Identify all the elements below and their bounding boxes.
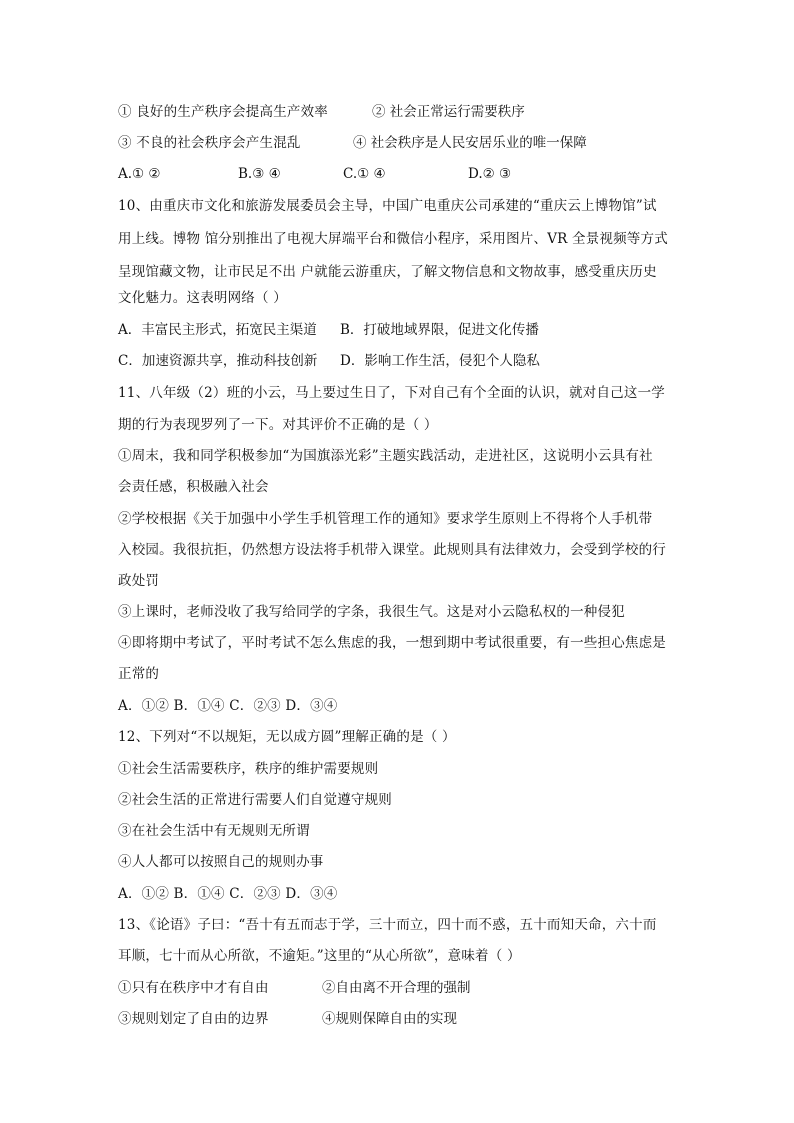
q11-answers: A．①② B．①④ C．②③ D．③④ <box>118 698 338 714</box>
q10-option-b: B．打破地域界限，促进文化传播 <box>340 322 539 338</box>
q9-statement-4: ④ 社会秩序是人民安居乐业的唯一保障 <box>353 135 587 151</box>
q9-option-c: C.① ④ <box>343 166 386 182</box>
q11-item-line-8: 正常的 <box>118 666 160 682</box>
q13-item-2: ②自由离不开合理的强制 <box>322 980 471 996</box>
q11-item-line-6: ③上课时，老师没收了我写给同学的字条，我很生气。这是对小云隐私权的一种侵犯 <box>118 604 625 620</box>
q9-option-a: A.① ② <box>118 166 161 182</box>
q13-item-3: ③规则划定了自由的边界 <box>118 1011 269 1027</box>
q13-stem-line-1: 13、《论语》子曰：“吾十有五而志于学，三十而立，四十而不惑，五十而知天命，六十而 <box>118 917 657 933</box>
q9-statement-2: ② 社会正常运行需要秩序 <box>372 104 525 120</box>
q12-item-2: ②社会生活的正常进行需要人们自觉遵守规则 <box>118 792 392 808</box>
q12-item-3: ③在社会生活中有无规则无所谓 <box>118 823 310 839</box>
q13-stem-line-2: 耳顺，七十而从心所欲，不逾矩。”这里的“从心所欲”，意味着（ ） <box>118 948 521 964</box>
q10-answer-row-1 <box>118 321 718 339</box>
q10-stem-line-2: 用上线。博物 馆分别推出了电视大屏端平台和微信小程序，采用图片、VR 全景视频等方式 <box>118 231 668 247</box>
q13-item-1: ①只有在秩序中才有自由 <box>118 980 269 996</box>
q12-item-1: ①社会生活需要秩序，秩序的维护需要规则 <box>118 761 379 777</box>
q9-option-d: D.② ③ <box>468 166 512 182</box>
q11-stem-line-1: 11、八年级（2）班的小云，马上要过生日了，下对自己有个全面的认识，就对自己这一学 <box>118 385 665 401</box>
q11-item-line-2: 会责任感，积极融入社会 <box>118 479 269 495</box>
q9-statement-3: ③ 不良的社会秩序会产生混乱 <box>118 135 301 151</box>
q11-item-line-5: 政处罚 <box>118 573 160 589</box>
q12-stem: 12、下列对“不以规矩，无以成方圆”理解正确的是（ ） <box>118 729 456 745</box>
q10-stem-line-1: 10、由重庆市文化和旅游发展委员会主导，中国广电重庆公司承建的“重庆云上博物馆”试 <box>118 198 657 214</box>
q9-option-b: B.③ ④ <box>238 166 281 182</box>
q11-item-line-1: ①周末，我和同学积极参加“为国旗添光彩”主题实践活动，走进社区，这说明小云具有社 <box>118 448 653 464</box>
q11-item-line-4: 入校园。我很抗拒，仍然想方设法将手机带入课堂。此规则具有法律效力，会受到学校的行 <box>118 542 666 558</box>
q11-item-line-3: ②学校根据《关于加强中小学生手机管理工作的通知》要求学生原则上不得将个人手机带 <box>118 511 653 527</box>
q12-item-4: ④人人都可以按照自己的规则办事 <box>118 854 324 870</box>
q10-answer-row-2 <box>118 352 718 370</box>
q10-option-d: D．影响工作生活，侵犯个人隐私 <box>340 353 540 369</box>
q13-item-4: ④规则保障自由的实现 <box>322 1011 457 1027</box>
q9-answer-row <box>118 165 718 183</box>
q10-option-a: A．丰富民主形式，拓宽民主渠道 <box>118 322 317 338</box>
q10-stem-line-4: 文化魅力。这表明网络（ ） <box>118 290 287 306</box>
q11-item-line-7: ④即将期中考试了，平时考试不怎么焦虑的我，一想到期中考试很重要，有一些担心焦虑是 <box>118 635 666 651</box>
q9-statement-1: ① 良好的生产秩序会提高生产效率 <box>118 104 328 120</box>
q11-stem-line-2: 期的行为表现罗列了一下。对其评价不正确的是（ ） <box>118 417 438 433</box>
q10-option-c: C．加速资源共享，推动科技创新 <box>118 353 318 369</box>
q12-answers: A．①② B．①④ C．②③ D．③④ <box>118 886 338 902</box>
q10-stem-line-3: 呈现馆藏文物，让市民足不出 户就能云游重庆，了解文物信息和文物故事，感受重庆历史 <box>118 264 657 280</box>
